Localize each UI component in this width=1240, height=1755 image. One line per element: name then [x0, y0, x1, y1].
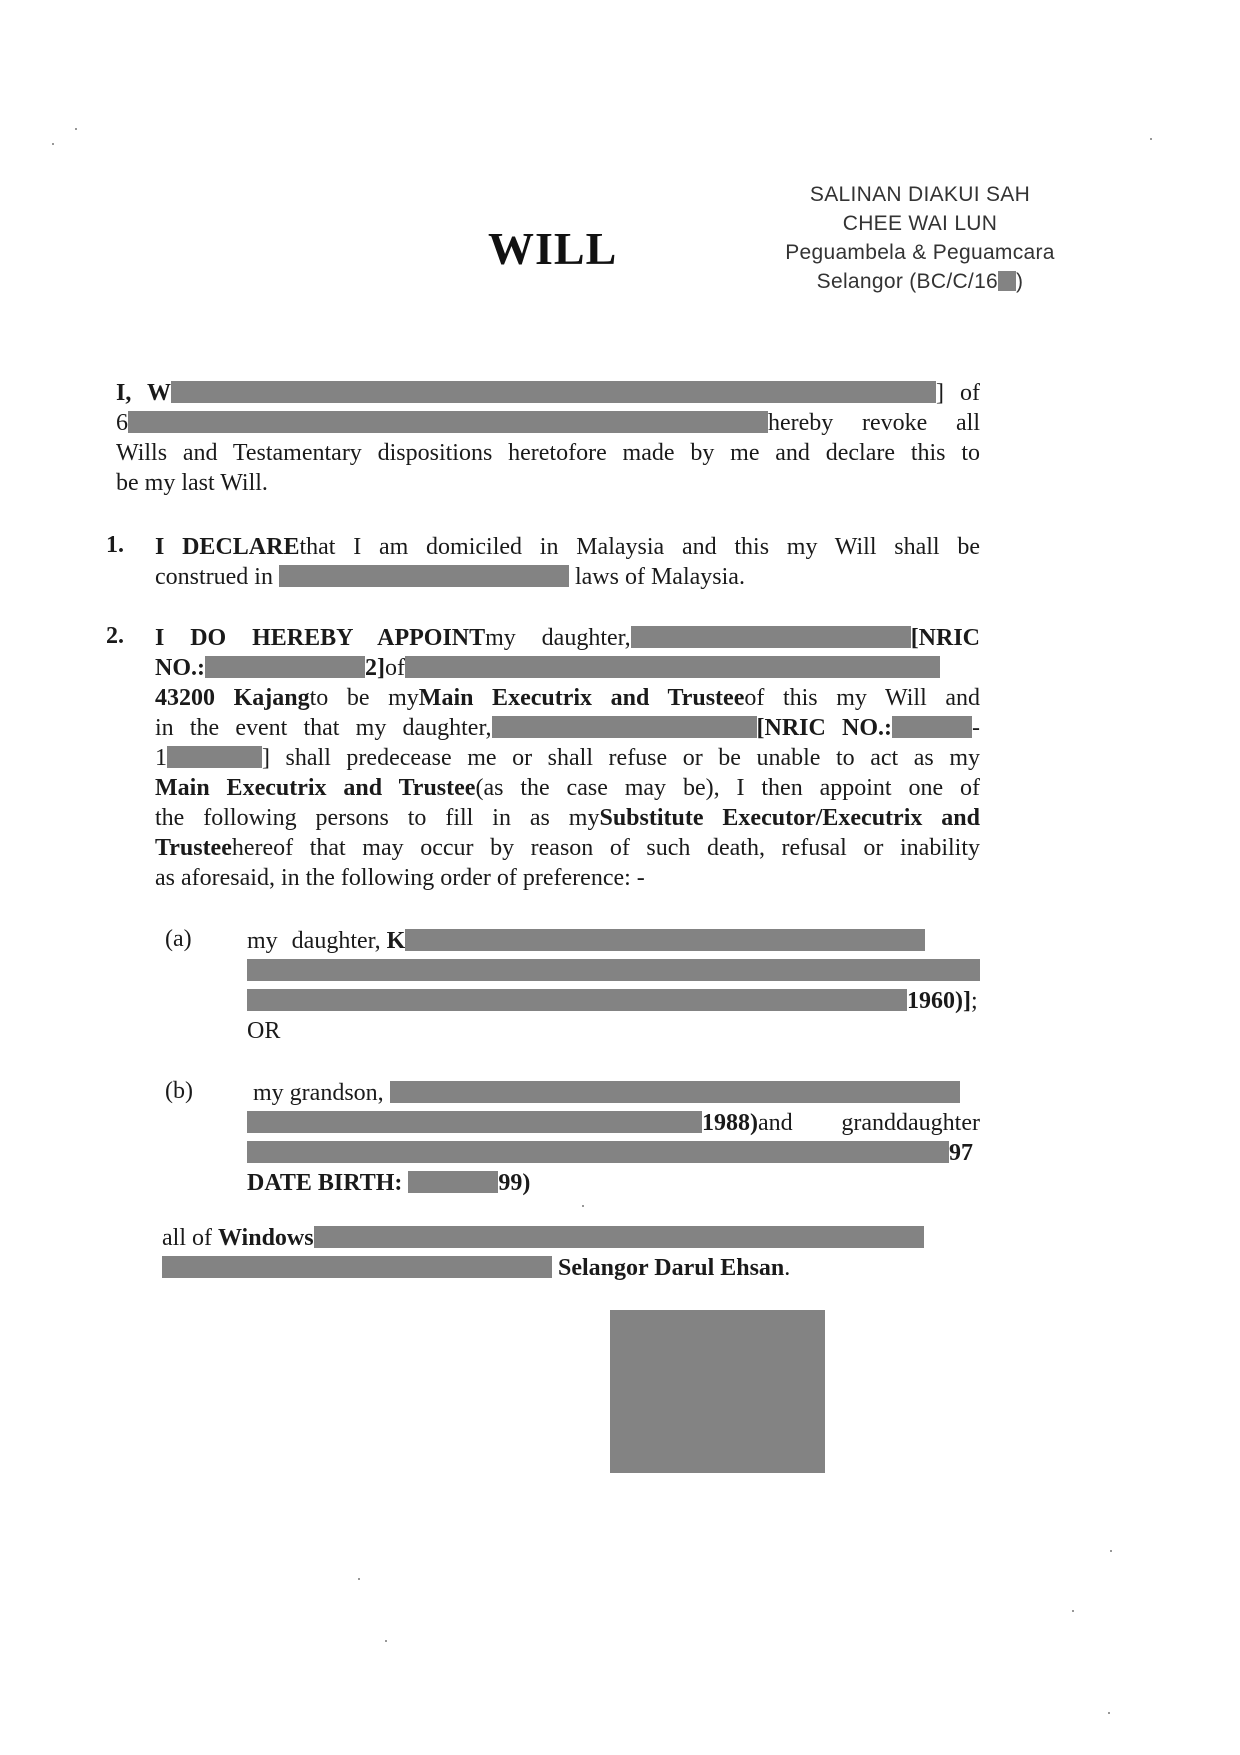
- clause-2-l8-end: hereof that may occur by reason of such death, refusal or inability: [231, 835, 980, 861]
- clause-2-l4-bold: [NRIC NO.:: [756, 715, 892, 741]
- clause-2-l1-mid: my daughter,: [485, 625, 631, 651]
- clause-2-line-5: [155, 743, 980, 773]
- intro-l1-end: ] of: [935, 380, 981, 406]
- sub-clause-a: [247, 926, 980, 1046]
- closing-line-2: [162, 1253, 982, 1283]
- redaction: [279, 565, 569, 587]
- intro-line-4: be my last Will.: [116, 470, 268, 496]
- clause-2-line-3: [155, 683, 980, 713]
- sub-b-l4-end: 99): [498, 1170, 531, 1196]
- redaction: [167, 746, 262, 768]
- clause-2-l7-bold: Substitute Executor/Executrix and: [599, 805, 980, 831]
- clause-1-l2-start: construed in: [155, 564, 273, 590]
- intro-l2-start: 6: [116, 410, 128, 436]
- clause-1-line-1: [155, 532, 980, 562]
- redaction: [205, 656, 365, 678]
- intro-line-2: [116, 408, 980, 438]
- clause-2-l2-start: NO.:: [155, 655, 205, 681]
- scan-speck: [358, 1578, 360, 1580]
- clause-2-l3-end: of this my Will and: [744, 685, 980, 711]
- sub-b-l4-bold: DATE BIRTH:: [247, 1170, 403, 1196]
- document-title: WILL: [488, 223, 618, 274]
- redaction: [998, 271, 1016, 291]
- sub-b-l1-start: my grandson,: [253, 1080, 384, 1106]
- intro-line-1: [116, 378, 980, 408]
- redaction: [892, 716, 972, 738]
- redaction: [247, 959, 980, 981]
- clause-2-line-2: [155, 653, 980, 683]
- sub-a-line-1: [247, 926, 980, 956]
- redaction: [408, 1171, 498, 1193]
- stamp-line-2: CHEE WAI LUN: [842, 212, 998, 235]
- sub-b-l2-bold: 1988): [702, 1110, 758, 1136]
- clause-2-l1-end: [NRIC: [910, 625, 981, 651]
- closing-line-1: [162, 1223, 982, 1253]
- clause-1-l2-end: laws of Malaysia.: [574, 564, 745, 590]
- clause-1-line-2: [155, 562, 980, 592]
- clause-2-l7-start: the following persons to fill in as my: [155, 805, 600, 831]
- clause-2-l2-mid: 2]: [365, 655, 385, 681]
- sub-b-line-3: [247, 1138, 980, 1168]
- scan-speck: [582, 1205, 584, 1207]
- sub-a-label: (a): [165, 926, 192, 952]
- redaction: [247, 1141, 949, 1163]
- stamp-line-4-prefix: Selangor (BC/C/16: [816, 270, 999, 293]
- clause-1: [155, 532, 980, 592]
- clause-2-line-6: [155, 773, 980, 803]
- certification-stamp: [770, 180, 1070, 296]
- scan-speck: [1150, 138, 1152, 140]
- clause-2-l6-bold: Main Executrix and Trustee: [155, 775, 476, 801]
- clause-2-l4-dash: -: [972, 715, 980, 741]
- clause-2-line-9: as aforesaid, in the following order of preference: -: [155, 865, 645, 891]
- redaction: [492, 716, 757, 738]
- clause-2-l6-end: (as the case may be), I then appoint one of: [475, 775, 981, 801]
- clause-2-number: 2.: [106, 623, 124, 649]
- clause-2-line-1: [155, 623, 980, 653]
- scan-speck: [1108, 1712, 1110, 1714]
- redaction: [171, 381, 936, 403]
- scan-speck: [75, 128, 77, 130]
- scan-speck: [1072, 1610, 1074, 1612]
- clause-2-lead: I DO HEREBY APPOINT: [155, 625, 486, 651]
- closing-l2-bold: Selangor Darul Ehsan: [558, 1255, 785, 1281]
- intro-l1-start: I, W: [116, 380, 171, 406]
- closing-l1-start: all of: [162, 1225, 212, 1251]
- clause-2-l3-mid: to be my: [309, 685, 419, 711]
- clause-2-l3-bold2: Main Executrix and Trustee: [418, 685, 745, 711]
- sub-b-l3-bold: 97: [949, 1140, 973, 1166]
- clause-2: [155, 623, 980, 893]
- clause-1-l1-rest: that I am domiciled in Malaysia and this my Will shall be: [299, 534, 980, 560]
- sub-b-line-2: [247, 1108, 980, 1138]
- sub-a-l1-start: my daughter,: [247, 928, 381, 954]
- sub-b-l2-end: and granddaughter: [758, 1110, 980, 1136]
- intro-l2-end: hereby revoke all: [768, 410, 980, 436]
- redaction: [405, 656, 940, 678]
- clause-1-number: 1.: [106, 532, 124, 558]
- redaction: [247, 1111, 702, 1133]
- clause-2-l5-start: 1: [155, 745, 167, 771]
- redaction: [390, 1081, 960, 1103]
- redaction: [247, 989, 907, 1011]
- clause-2-line-7: [155, 803, 980, 833]
- scan-speck: [1110, 1550, 1112, 1552]
- sub-clause-b: [247, 1078, 980, 1198]
- clause-1-lead: I DECLARE: [155, 534, 300, 560]
- stamp-line-4-suffix: ): [1016, 270, 1024, 293]
- stamp-line-4: [770, 267, 1070, 296]
- clause-2-l3-bold1: 43200 Kajang: [155, 685, 310, 711]
- redacted-signature-block: [610, 1310, 825, 1473]
- redaction: [405, 929, 925, 951]
- closing-l1-bold: Windows: [217, 1225, 314, 1251]
- clause-2-l8-bold: Trustee: [155, 835, 232, 861]
- redaction: [631, 626, 911, 648]
- stamp-line-3: Peguambela & Peguamcara: [785, 241, 1055, 264]
- closing-address: [162, 1223, 982, 1283]
- clause-2-l4-start: in the event that my daughter,: [155, 715, 492, 741]
- clause-2-line-4: [155, 713, 980, 743]
- sub-a-l3-bold: 1960)]: [907, 988, 971, 1014]
- redaction: [314, 1226, 924, 1248]
- redaction: [128, 411, 768, 433]
- sub-b-line-4: [247, 1168, 980, 1198]
- sub-b-line-1: [247, 1078, 980, 1108]
- sub-b-label: (b): [165, 1078, 193, 1104]
- intro-paragraph: [116, 378, 980, 498]
- scan-speck: [52, 143, 54, 145]
- intro-line-3: Wills and Testamentary dispositions heretofore made by me and declare this to: [116, 440, 980, 466]
- stamp-line-1: SALINAN DIAKUI SAH: [809, 183, 1031, 206]
- clause-2-l5-end: ] shall predecease me or shall refuse or be unable to act as my: [262, 745, 980, 771]
- scan-speck: [385, 1640, 387, 1642]
- sub-a-or: OR: [247, 1018, 281, 1044]
- sub-a-line-3: [247, 986, 980, 1016]
- sub-a-line-2: [247, 956, 980, 986]
- clause-2-l2-of: of: [385, 655, 405, 681]
- closing-l2-end: .: [784, 1255, 791, 1281]
- sub-a-l1-bold: K: [386, 928, 406, 954]
- sub-a-l3-end: ;: [970, 988, 978, 1014]
- clause-2-line-8: [155, 833, 980, 863]
- redaction: [162, 1256, 552, 1278]
